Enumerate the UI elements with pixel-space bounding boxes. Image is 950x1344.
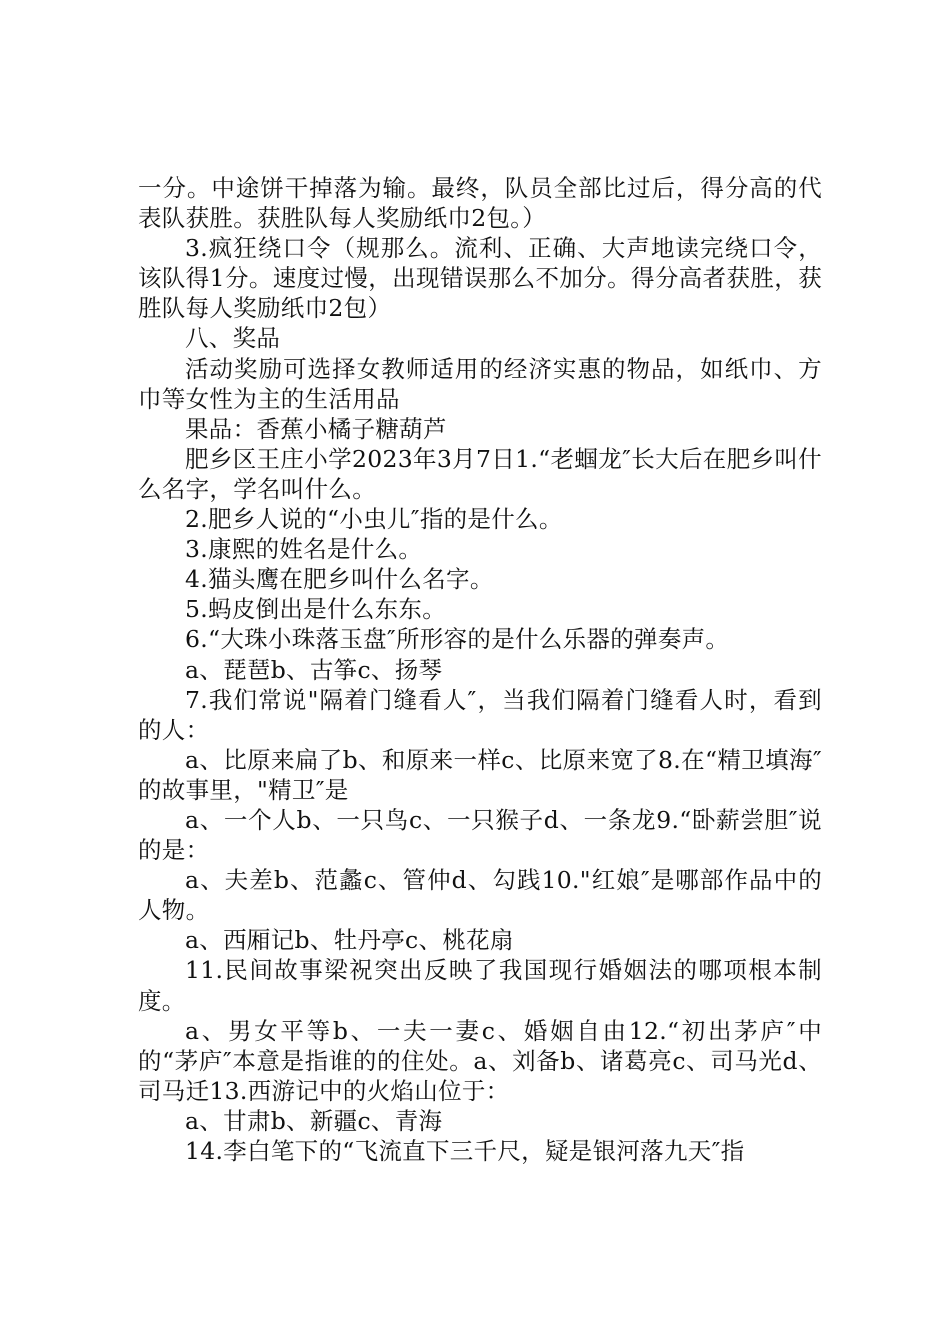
question: 2.肥乡人说的“小虫儿″指的是什么。	[185, 505, 563, 534]
answer-options: a、男女平等b、一夫一妻c、婚姻自由12.“初出茅庐″中的“茅庐″本意是指谁的的住处。a、刘备b、诸葛亮c、司马光d、司马迁13.西游记中的火焰山位于：	[138, 1016, 822, 1105]
paragraph: 果品：香蕉小橘子糖葫芦	[185, 414, 447, 443]
paragraph: 肥乡区王庄小学2023年3月7日1.“老蝈龙″长大后在肥乡叫什么名字，学名叫什么。	[138, 444, 822, 503]
question: 4.猫头鹰在肥乡叫什么名字。	[185, 565, 494, 594]
paragraph: 一分。中途饼干掉落为输。最终，队员全部比过后，得分高的代表队获胜。获胜队每人奖励纸巾2包。）	[138, 174, 822, 233]
answer-options: a、甘肃b、新疆c、青海	[185, 1106, 443, 1135]
question: 11.民间故事梁祝突出反映了我国现行婚姻法的哪项根本制度。	[138, 956, 822, 1015]
answer-options: a、一个人b、一只鸟c、一只猴子d、一条龙9.“卧薪尝胆″说的是：	[138, 805, 822, 865]
question: 7.我们常说"隔着门缝看人″，当我们隔着门缝看人时，看到的人：	[138, 685, 822, 744]
question: 3.康熙的姓名是什么。	[185, 535, 423, 564]
document-body	[138, 173, 822, 1166]
question: 14.李白笔下的“飞流直下三千尺，疑是银河落九天″指	[185, 1137, 745, 1165]
answer-options: a、比原来扁了b、和原来一样c、比原来宽了8.在“精卫填海″的故事里，"精卫″是	[138, 745, 822, 804]
paragraph: 活动奖励可选择女教师适用的经济实惠的物品，如纸巾、方巾等女性为主的生活用品	[138, 354, 822, 413]
answer-options: a、夫差b、范蠡c、管仲d、勾践10."红娘″是哪部作品中的人物。	[138, 866, 822, 925]
section-heading: 八、奖品	[185, 324, 281, 353]
answer-options: a、西厢记b、牡丹亭c、桃花扇	[185, 926, 514, 955]
question: 5.蚂皮倒出是什么东东。	[185, 595, 447, 624]
paragraph: 3.疯狂绕口令（规那么。流利、正确、大声地读完绕口令，该队得1分。速度过慢，出现错误那么不加分。得分高者获胜，获胜队每人奖励纸巾2包）	[138, 234, 822, 323]
question: 6.“大珠小珠落玉盘″所形容的是什么乐器的弹奏声。	[185, 625, 730, 654]
answer-options: a、琵琶b、古筝c、扬琴	[185, 655, 443, 684]
